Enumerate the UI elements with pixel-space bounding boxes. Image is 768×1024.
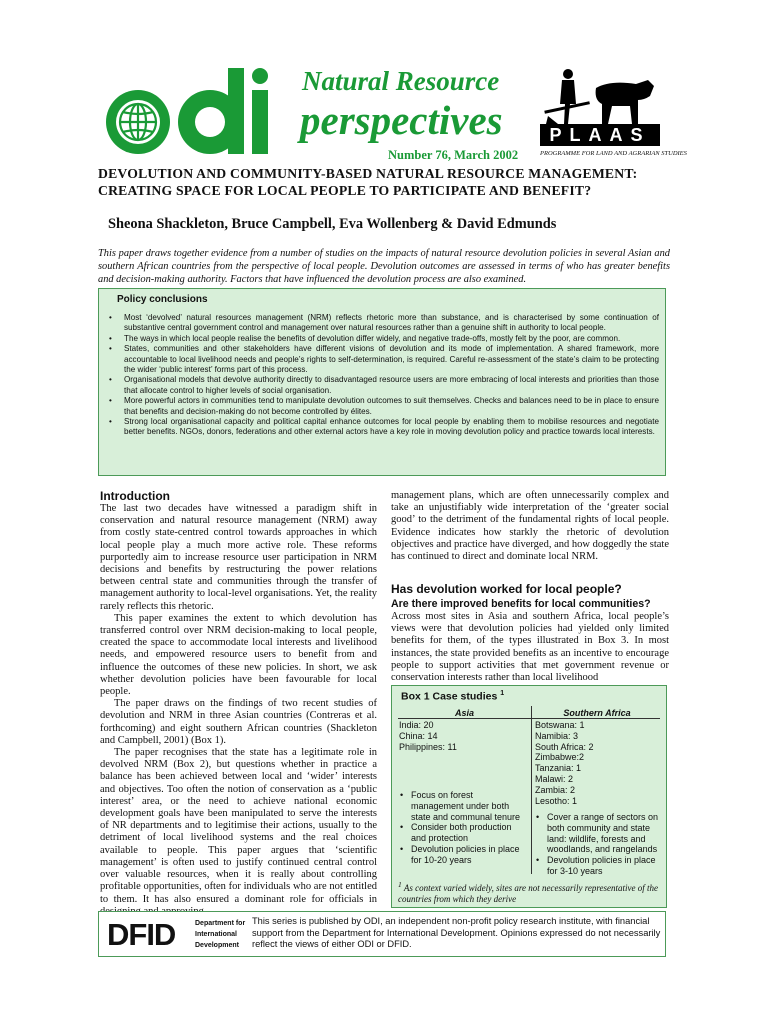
intro-paragraph: This paper examines the extent to which devolution has transferred control over NRM decision-making to local people, created the space to accommodate local interests and livelihood needs, and empowered resource users to benefit from and influence the outcomes of these new policies. In short, we ask whether devolution policies have been favourable for local people.: [100, 612, 377, 698]
asia-note: • Devolution policies in place for 10-20 years: [397, 844, 527, 866]
box1-footnote-text: As context varied widely, sites are not necessarily representative of the countries from which they derive: [398, 883, 659, 904]
body-paragraph: Across most sites in Asia and southern Africa, local people’s views were that devolution policies had yielded only limited benefits for them, of the types illustrated in Box 3. In most instances, the state provided benefits as an incentive to encourage people to support activities that met government revenue or conservation interests rather than local livelihood: [391, 611, 669, 684]
article-authors: Sheona Shackleton, Bruce Campbell, Eva Wollenberg & David Edmunds: [108, 216, 557, 232]
asia-notes: [397, 790, 527, 866]
intro-paragraph: The last two decades have witnessed a paradigm shift in conservation and natural resource management (NRM) away from costly state-centred control towards approaches in which local people play a much more active role. These reforms purportedly aim to increase resource user participation in NRM decisions and benefits by restructuring the power relations between central state and communities through the transfer of management authority to local-level organisations. Yet, the reality rarely reflects this rhetoric.: [100, 503, 377, 612]
policy-conclusions-box: [98, 288, 666, 476]
dfid-dept-line: Department for: [195, 920, 246, 927]
policy-item: • Strong local organisational capacity and political capital enhance outcomes for local people by enabling them to mobilise resources and negotiate better benefits. NGOs, donors, federations and other external actors have a key role in moving devolution policy and practice towards local interests.: [107, 417, 659, 438]
policy-list: [107, 313, 659, 438]
introduction-heading: Introduction: [100, 489, 170, 503]
body-paragraph: management plans, which are often unnecessarily complex and take an unjustifiably wide interpretation of the ‘greater social good’ to the detriment of the fundamental rights of local people. Evidence indicates how starkly the rhetoric of devolution objectives and practice have diverged, and how doggedly the state has continued to direct and dominate local NRM.: [391, 490, 669, 563]
box1-footnote-marker: 1: [398, 880, 402, 889]
policy-item: • States, communities and other stakeholders have different visions of devolution and its mode of implementation. A shared framework, more accountable to local livelihood needs and people’s rights to self-determination, is required. Careful re-assessment of the state’s claim to be protecting the wider ‘public interest’ forms part of this process.: [107, 344, 659, 375]
box1-title: [401, 690, 504, 703]
left-column: [100, 503, 377, 918]
policy-item: • Most ‘devolved’ natural resources management (NRM) reflects rhetoric more than substance, and is characterised by some continuation of substantive central government control and management over natural resources rather than a genuine shift in authority to local people.: [107, 313, 659, 334]
footer-disclaimer: This series is published by ODI, an independent non-profit policy research institute, with financial support from the Department for International Development. Opinions expressed do not necessarily reflect the views of either ODI or DFID.: [252, 916, 661, 949]
site-count: Zambia: 2: [535, 784, 576, 795]
odi-logo: [98, 66, 276, 158]
box1-divider: [398, 718, 660, 719]
site-count: Zimbabwe:2: [535, 752, 585, 763]
site-count: Botswana: 1: [535, 720, 585, 730]
plaas-illustration: [540, 66, 666, 132]
dfid-dept-line: International: [195, 931, 238, 938]
benefits-subheading: Are there improved benefits for local communities?: [391, 598, 651, 610]
intro-paragraph: The paper recognises that the state has a legitimate role in devolved NRM (Box 2), but questions whether in practice a balance has been achieved between local and ‘wider’ interests and objectives. Too often the notion of conservation as a ‘public interest’ area, or the need to achieve national economic development goals have been manipulated to serve the interests of NR departments and to legitimise their actions, usually to the detriment of local livelihood systems and the real choices available to people. This paper argues that ‘scientific management’ is often used to justify continued central control over valuable resources, when it is really about controlling profitable opportunities, often for individuals who are not entitled to them. It has also ensured a dominant role for officials in: [100, 747, 377, 905]
issue-number: Number 76, March 2002: [388, 148, 519, 162]
southern-africa-heading: Southern Africa: [563, 708, 631, 718]
dfid-logo: DFID: [107, 917, 176, 952]
footer-box: [98, 911, 666, 957]
site-count: India: 20: [399, 720, 434, 730]
policy-item: • More powerful actors in communities tend to manipulate devolution outcomes to suit themselves. Checks and balances need to be in place to ensure that benefits and decision-making do not become controlled by élites.: [107, 396, 659, 417]
right-column-body: [391, 611, 669, 684]
site-count: Philippines: 11: [399, 741, 457, 752]
site-count: South Africa: 2: [535, 741, 594, 752]
intro-paragraph: The paper draws on the findings of two recent studies of devolution and NRM in three Asian countries (Contreras et al. forthcoming) and eight southern African countries (Shackleton and Campbell, 2001) (Box 1).: [100, 698, 377, 746]
box1-footnote-marker: 1: [500, 690, 505, 697]
dfid-dept-line: Development: [195, 942, 239, 949]
box1-column-divider: [531, 706, 532, 874]
series-title: Natural Resource: [302, 66, 500, 96]
box1-footnote: [398, 879, 660, 905]
site-count: Malawi: 2: [535, 773, 574, 784]
plaas-logo: PLAAS: [540, 124, 660, 146]
asia-note: • Consider both production and protection: [397, 822, 527, 844]
site-count: Tanzania: 1: [535, 763, 582, 774]
dfid-department-name: [195, 918, 245, 951]
article-title: DEVOLUTION AND COMMUNITY-BASED NATURAL RESOURCE MANAGEMENT: CREATING SPACE FOR LOCAL PEOPLE TO PARTICIPATE AND BENEFIT?: [98, 166, 638, 198]
case-studies-box: [391, 685, 667, 908]
southern-africa-notes: [533, 812, 663, 877]
policy-item: • Organisational models that devolve authority directly to disadvantaged resource users are more embracing of local interests and priorities than those that allocate control to higher levels of social organisation.: [107, 375, 659, 396]
devolution-heading: Has devolution worked for local people?: [391, 582, 622, 596]
asia-heading: Asia: [454, 708, 474, 718]
site-count: Lesotho: 1: [535, 795, 578, 806]
right-column-top: [391, 490, 669, 563]
africa-note: • Devolution policies in place for 3-10 years: [533, 855, 663, 877]
article-abstract: This paper draws together evidence from a number of studies on the impacts of natural resource devolution policies in several Asian and southern African countries from the perspective of local people. Devolution outcomes are assessed in terms of who has greater benefits and decision-making authority. Factors that have influenced the devolution process are also examined.: [98, 248, 670, 285]
box1-title-text: Box 1 Case studies: [401, 690, 498, 703]
asia-note: • Focus on forest management under both state and communal tenure: [397, 790, 527, 822]
africa-note: • Cover a range of sectors on both community and state land: wildlife, forests and woodlands, and rangelands: [533, 812, 663, 855]
series-subtitle: perspectives: [300, 97, 503, 143]
asia-sites: [399, 720, 529, 752]
site-count: China: 14: [399, 730, 438, 741]
southern-africa-sites: [535, 720, 661, 806]
plaas-tagline: PROGRAMME FOR LAND AND AGRARIAN STUDIES: [540, 150, 687, 157]
policy-item: • The ways in which local people realise the benefits of devolution differ widely, and negative trade-offs, mostly felt by the poor, are common.: [107, 334, 659, 344]
site-count: Namibia: 3: [535, 730, 579, 741]
policy-heading: Policy conclusions: [117, 294, 208, 305]
